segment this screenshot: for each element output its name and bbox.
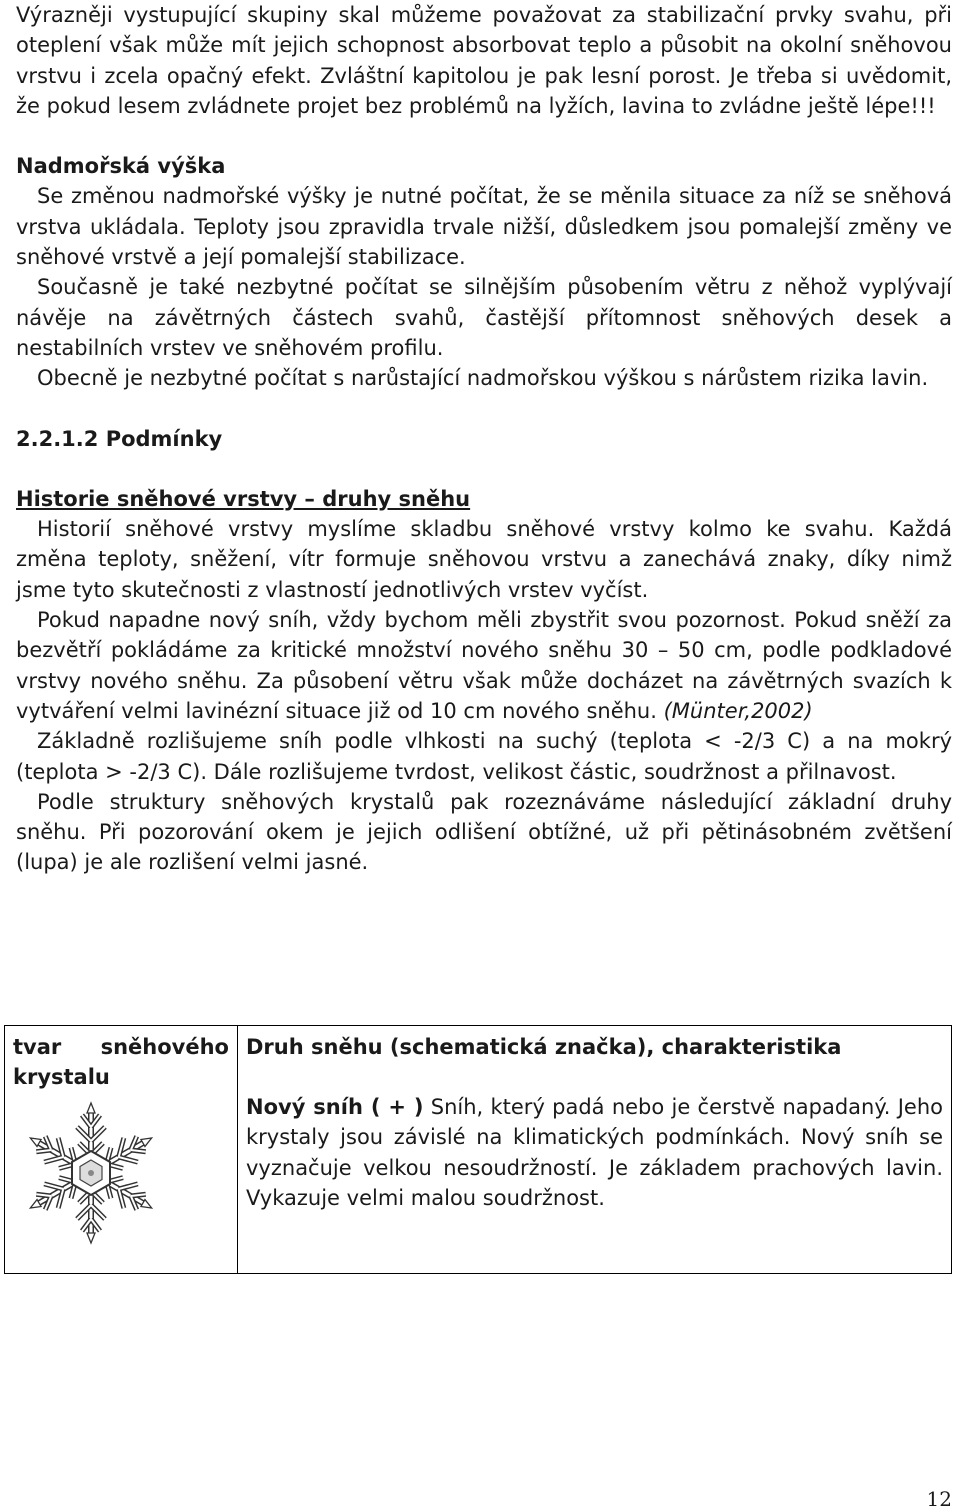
document-page <box>16 0 952 878</box>
page-number: 12 <box>926 1487 952 1511</box>
heading-snow-history: Historie sněhové vrstvy – druhy sněhu <box>16 486 471 511</box>
table-row <box>5 1026 952 1274</box>
snow-type-text: Sníh, který padá nebo je čerstvě napadaný. Jeho krystaly jsou závislé na klimatických podmínkách. Nový sníh se vyznačuje velkou nesoudržností. Je základem prachových lavin. Vykazuje velmi malou soudržnost. <box>246 1095 944 1210</box>
altitude-paragraph-1: Se změnou nadmořské výšky je nutné počítat, že se měnila situace za níž se sněhová vrstva ukládala. Teploty jsou zpravidla trvale nižší, důsledkem jsou pomalejší změny ve sněhové vrstvě a její pomalejší stabilizace. <box>16 184 952 270</box>
spacer <box>16 394 952 424</box>
spacer <box>16 454 952 484</box>
heading-conditions: 2.2.1.2 Podmínky <box>16 426 223 451</box>
crystal-shape-cell <box>5 1026 238 1274</box>
history-paragraph-2 <box>16 605 952 726</box>
history-paragraph-4: Podle struktury sněhových krystalů pak rozeznáváme následující základní druhy sněhu. Při pozorování okem je jejich odlišení obtížné, už při pětinásobném zvětšení (lupa) je ale rozlišení velmi jasné. <box>16 789 952 875</box>
history-paragraph-3: Základně rozlišujeme sníh podle vlhkosti na suchý (teplota < -2/3 C) a na mokrý (teplota > -2/3 C). Dále rozlišujeme tvrdost, velikost částic, soudržnost a přilnavost. <box>16 729 952 784</box>
snow-type-header: Druh sněhu (schematická značka), charakteristika <box>246 1035 842 1059</box>
header-word: krystalu <box>13 1065 110 1089</box>
altitude-paragraph-3: Obecně je nezbytné počítat s narůstající nadmořskou výškou s nárůstem rizika lavin. <box>37 366 929 391</box>
altitude-paragraph-2: Současně je také nezbytné počítat se silnějším působením větru z něhož vyplývají návěje na závětrných částech svahů, častější přítomnost sněhových desek a nestabilních vrstev ve sněhovém profilu. <box>16 275 952 360</box>
snow-type-cell <box>238 1026 952 1274</box>
heading-altitude: Nadmořská výška <box>16 154 226 179</box>
snow-types-table <box>4 1025 952 1274</box>
snow-type-name: Nový sníh ( + ) <box>246 1095 424 1119</box>
header-word: tvar <box>13 1035 62 1059</box>
history-paragraph-1: Historií sněhové vrstvy myslíme skladbu sněhové vrstvy kolmo ke svahu. Každá změna teploty, sněžení, vítr formuje sněhovou vrstvu a zanechává znaky, díky nimž jsme tyto skutečnosti z vlastností jednotlivých vrstev vyčíst. <box>16 517 952 602</box>
snowflake-crystal-image <box>7 1098 175 1248</box>
history-paragraph-2-text: Pokud napadne nový sníh, vždy bychom měli zbystřit svou pozornost. Pokud sněží za bezvětří pokládáme za kritické množství nového sněhu 30 – 50 cm, podle podkladové vrstvy nového sněhu. Za působení větru však může docházet na závětrných svazích k vytváření velmi lavinézní situace již od 10 cm nového sněhu. <box>16 608 952 723</box>
snow-type-description <box>246 1092 943 1213</box>
intro-paragraph: Výrazněji vystupující skupiny skal můžeme považovat za stabilizační prvky svahu, při oteplení však může mít jejich schopnost absorbovat teplo a působit na okolní sněhovou vrstvu i zcela opačný efekt. Zvláštní kapitolou je pak lesní porost. Je třeba si uvědomit, že pokud lesem zvládnete projet bez problémů na lyžích, lavina to zvládne ještě lépe!!! <box>16 3 952 118</box>
spacer <box>16 121 952 151</box>
crystal-shape-header <box>13 1032 229 1092</box>
citation: (Münter,2002) <box>663 698 813 723</box>
header-word: sněhového <box>100 1035 229 1059</box>
